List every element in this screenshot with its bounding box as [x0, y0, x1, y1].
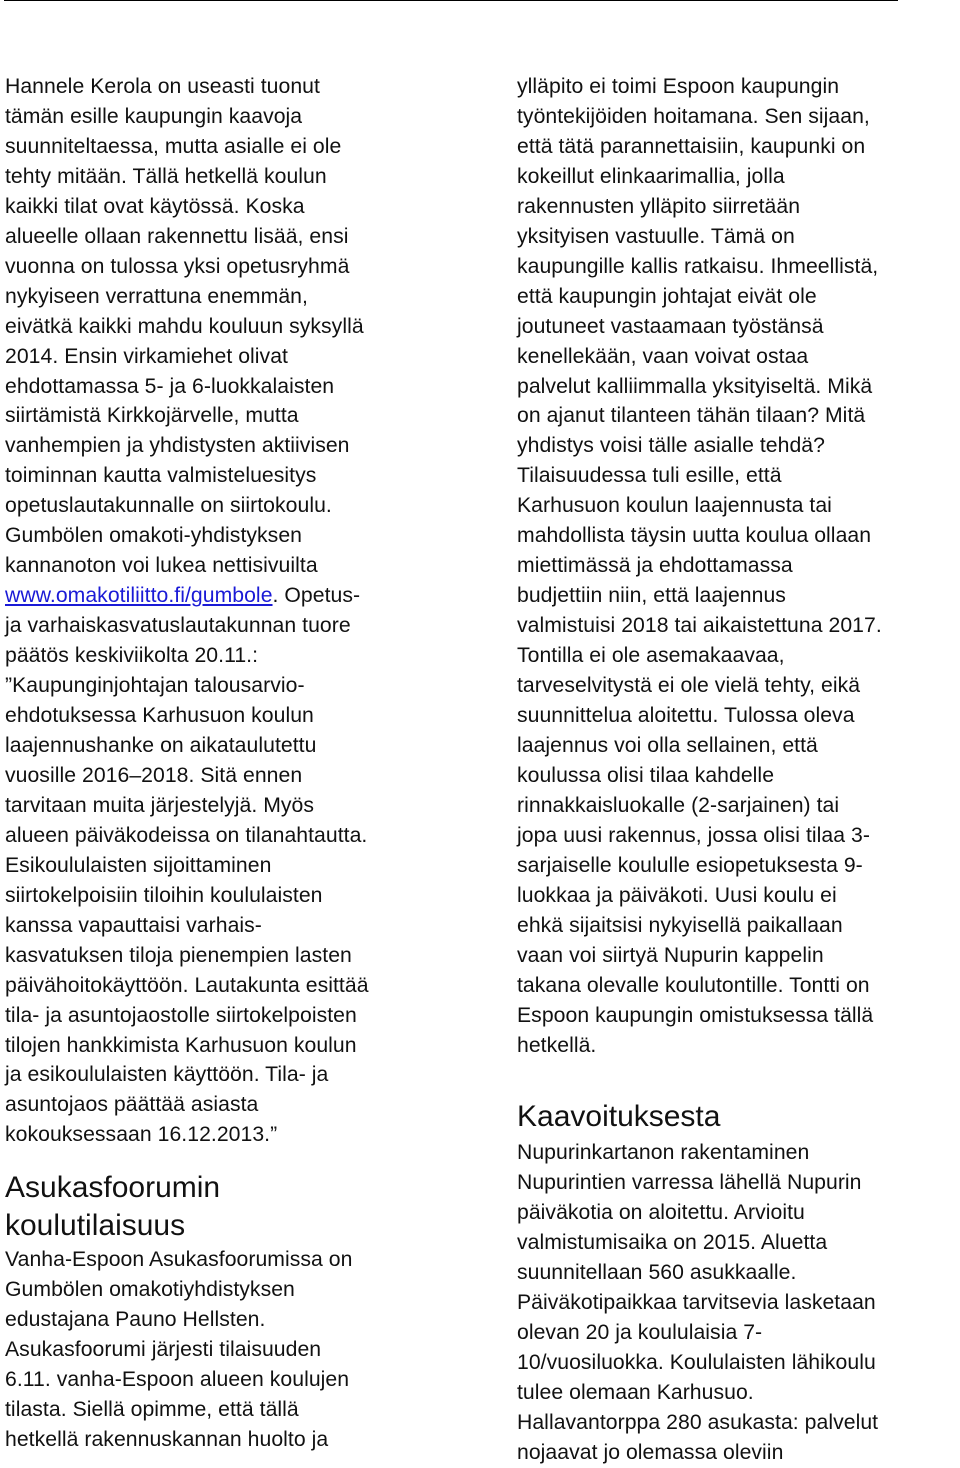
text-line: siirtokelpoisiin tiloihin koululaisten [5, 883, 323, 907]
text-line: tarvitaan muita järjestelyjä. Myös [5, 793, 315, 817]
text-line: Tontilla ei ole asemakaavaa, [517, 644, 785, 668]
text-line: Asukasfoorumin [5, 1171, 221, 1205]
text-line: vaan voi siirtyä Nupurin kappelin [517, 943, 824, 967]
text-line: alueen päiväkodeissa on tilanahtautta. [5, 823, 368, 847]
text-line: 10/vuosiluokka. Koululaisten lähikoulu [517, 1351, 876, 1375]
text-line: Hannele Kerola on useasti tuonut [5, 75, 320, 98]
text-line: sarjaiselle koululle esiopetuksesta 9- [517, 853, 863, 877]
text-line: kenellekään, vaan voivat ostaa [517, 344, 809, 368]
text-line: kokouksessaan 16.12.2013.” [5, 1123, 278, 1147]
text-line: Päiväkotipaikkaa tarvitsevia lasketaan [517, 1291, 876, 1315]
text-line: Hallavantorppa 280 asukasta: palvelut [517, 1411, 879, 1435]
text-line: Karhusuon koulun laajennusta tai [517, 494, 832, 518]
right-paragraph-2 [517, 1138, 960, 1467]
text-line: ja esikoululaisten käyttöön. Tila- ja [5, 1063, 329, 1087]
text-line: päivähoitokäyttöön. Lautakunta esittää [5, 973, 369, 997]
text-line: laajennushanke on aikataulutettu [5, 733, 317, 757]
right-p2-lines [517, 1138, 960, 1467]
text-line: 6.11. vanha-Espoon alueen koulujen [5, 1368, 350, 1392]
text-line: olevan 20 ja koululaisia 7- [517, 1321, 763, 1345]
text-line: Gumbölen omakotiyhdistyksen [5, 1278, 295, 1302]
text-line: hetkellä. [517, 1033, 597, 1057]
text-line: opetuslautakunnalle on siirtokoulu. [5, 494, 332, 518]
text-line: laajennus voi olla sellainen, että [517, 733, 818, 757]
text-line: koulussa olisi tilaa kahdelle [517, 763, 775, 787]
text-line: tarveselvitystä ei ole vielä tehty, eikä [517, 674, 861, 698]
text-line: nykyiseen verrattuna enemmän, [5, 284, 308, 308]
text-line: jopa uusi rakennus, jossa olisi tilaa 3- [517, 823, 870, 847]
text-line: vuonna on tulossa yksi opetusryhmä [5, 254, 350, 278]
text-line: tehty mitään. Tällä hetkellä koulun [5, 164, 327, 188]
text-line: Gumbölen omakoti-yhdistyksen [5, 524, 302, 548]
text-line: ehkä sijaitsisi nykyisellä paikallaan [517, 913, 843, 937]
text-line: ylläpito ei toimi Espoon kaupungin [517, 75, 840, 98]
text-line: että kaupungin johtajat eivät ole [517, 284, 817, 308]
left-paragraph-1 [5, 72, 457, 1150]
left-column [5, 72, 457, 1455]
text-line: tilasta. Siellä opimme, että tällä [5, 1398, 299, 1422]
text-line: Esikoululaisten sijoittaminen [5, 853, 272, 877]
text-line: vanhempien ja yhdistysten aktiivisen [5, 434, 350, 458]
text-line: takana olevalle koulutontille. Tontti on [517, 973, 870, 997]
heading-asukasfoorumi-lines [5, 1169, 457, 1245]
heading-asukasfoorumi [5, 1169, 457, 1245]
text-line: ehdottamassa 5- ja 6-luokkalaisten [5, 374, 335, 398]
text-line: että tätä parannettaisiin, kaupunki on [517, 134, 866, 158]
text-line: palvelut kalliimmalla yksityiseltä. Mikä [517, 374, 873, 398]
text-line: mahdollista täysin uutta koulua ollaan [517, 524, 872, 548]
text-line: luokkaa ja päiväkoti. Uusi koulu ei [517, 883, 837, 907]
right-column [517, 72, 960, 1468]
text-line: suunnittelua aloitettu. Tulossa oleva [517, 704, 855, 728]
text-line: yksityisen vastuulle. Tämä on [517, 224, 795, 248]
link-line [5, 581, 457, 611]
text-line: työntekijöiden hoitamana. Sen sijaan, [517, 104, 870, 128]
text-line: budjettiin niin, että laajennus [517, 584, 786, 608]
text-line: miettimässä ja ehdottamassa [517, 554, 793, 578]
text-line: koulutilaisuus [5, 1209, 186, 1243]
text-line: kaikki tilat ovat käytössä. Koska [5, 194, 305, 218]
right-paragraph-1 [517, 72, 960, 1060]
text-line: joutuneet vastaamaan työstänsä [517, 314, 824, 338]
text-line: 2014. Ensin virkamiehet olivat [5, 344, 288, 368]
text-line: tila- ja asuntojaostolle siirtokelpoisten [5, 1003, 357, 1027]
text-line: yhdistys voisi tälle asialle tehdä? [517, 434, 825, 458]
text-line: Asukasfoorumi järjesti tilaisuuden [5, 1338, 322, 1362]
text-line: Nupurintien varressa lähellä Nupurin [517, 1171, 862, 1195]
text-line: kannanoton voi lukea nettisivuilta [5, 554, 318, 578]
text-line: alueelle ollaan rakennettu lisää, ensi [5, 224, 349, 248]
left-p1-rest-lines [5, 611, 457, 1150]
heading-kaavoituksesta: Kaavoituksesta [517, 1100, 721, 1134]
text-line: Vanha-Espoon Asukasfoorumissa on [5, 1248, 353, 1272]
text-line: Tilaisuudessa tuli esille, että [517, 464, 782, 488]
text-line: on ajanut tilanteen tähän tilaan? Mitä [517, 404, 866, 428]
right-p1-lines [517, 72, 960, 1060]
text-line: hetkellä rakennuskannan huolto ja [5, 1428, 329, 1452]
text-line: edustajana Pauno Hellsten. [5, 1308, 266, 1332]
text-line: siirtämistä Kirkkojärvelle, mutta [5, 404, 299, 428]
text-line: ”Kaupunginjohtajan talousarvio- [5, 674, 305, 698]
text-line: asuntojaos päättää asiasta [5, 1093, 259, 1117]
text-line: kanssa vapauttaisi varhais- [5, 913, 262, 937]
text-line: päiväkotia on aloitettu. Arvioitu [517, 1201, 805, 1225]
text-line: kasvatuksen tiloja pienempien lasten [5, 943, 352, 967]
text-line: nojaavat jo olemassa oleviin [517, 1440, 784, 1464]
left-paragraph-2 [5, 1245, 457, 1455]
text-line: tilojen hankkimista Karhusuon koulun [5, 1033, 357, 1057]
text-line: tämän esille kaupungin kaavoja [5, 104, 303, 128]
text-line: ja varhaiskasvatuslautakunnan tuore [5, 614, 351, 638]
text-line: ehdotuksessa Karhusuon koulun [5, 704, 314, 728]
text-line: kaupungille kallis ratkaisu. Ihmeellistä, [517, 254, 879, 278]
text-line: suunniteltaessa, mutta asialle ei ole [5, 134, 342, 158]
left-p1-lines [5, 72, 457, 581]
text-line: suunnitellaan 560 asukkaalle. [517, 1261, 797, 1285]
text-line: vuosille 2016–2018. Sitä ennen [5, 763, 303, 787]
text-line: rinnakkaisluokalle (2-sarjainen) tai [517, 793, 840, 817]
text-line: kokeillut elinkaarimallia, jolla [517, 164, 785, 188]
text-line: Espoon kaupungin omistuksessa tällä [517, 1003, 874, 1027]
text-line: tulee olemaan Karhusuo. [517, 1381, 754, 1405]
gumbole-link[interactable]: www.omakotiliitto.fi/gumbole [5, 584, 273, 608]
text-line: Nupurinkartanon rakentaminen [517, 1141, 810, 1165]
text-line: toiminnan kautta valmisteluesitys [5, 464, 317, 488]
text-line: rakennusten ylläpito siirretään [517, 194, 801, 218]
after-link-text: . Opetus- [272, 584, 361, 608]
text-line: eivätkä kaikki mahdu kouluun syksyllä [5, 314, 364, 338]
top-rule [4, 0, 898, 1]
text-line: valmistuisi 2018 tai aikaistettuna 2017. [517, 614, 882, 638]
left-p2-lines [5, 1245, 457, 1455]
text-line: päätös keskiviikolta 20.11.: [5, 644, 259, 668]
text-line: valmistumisaika on 2015. Aluetta [517, 1231, 828, 1255]
